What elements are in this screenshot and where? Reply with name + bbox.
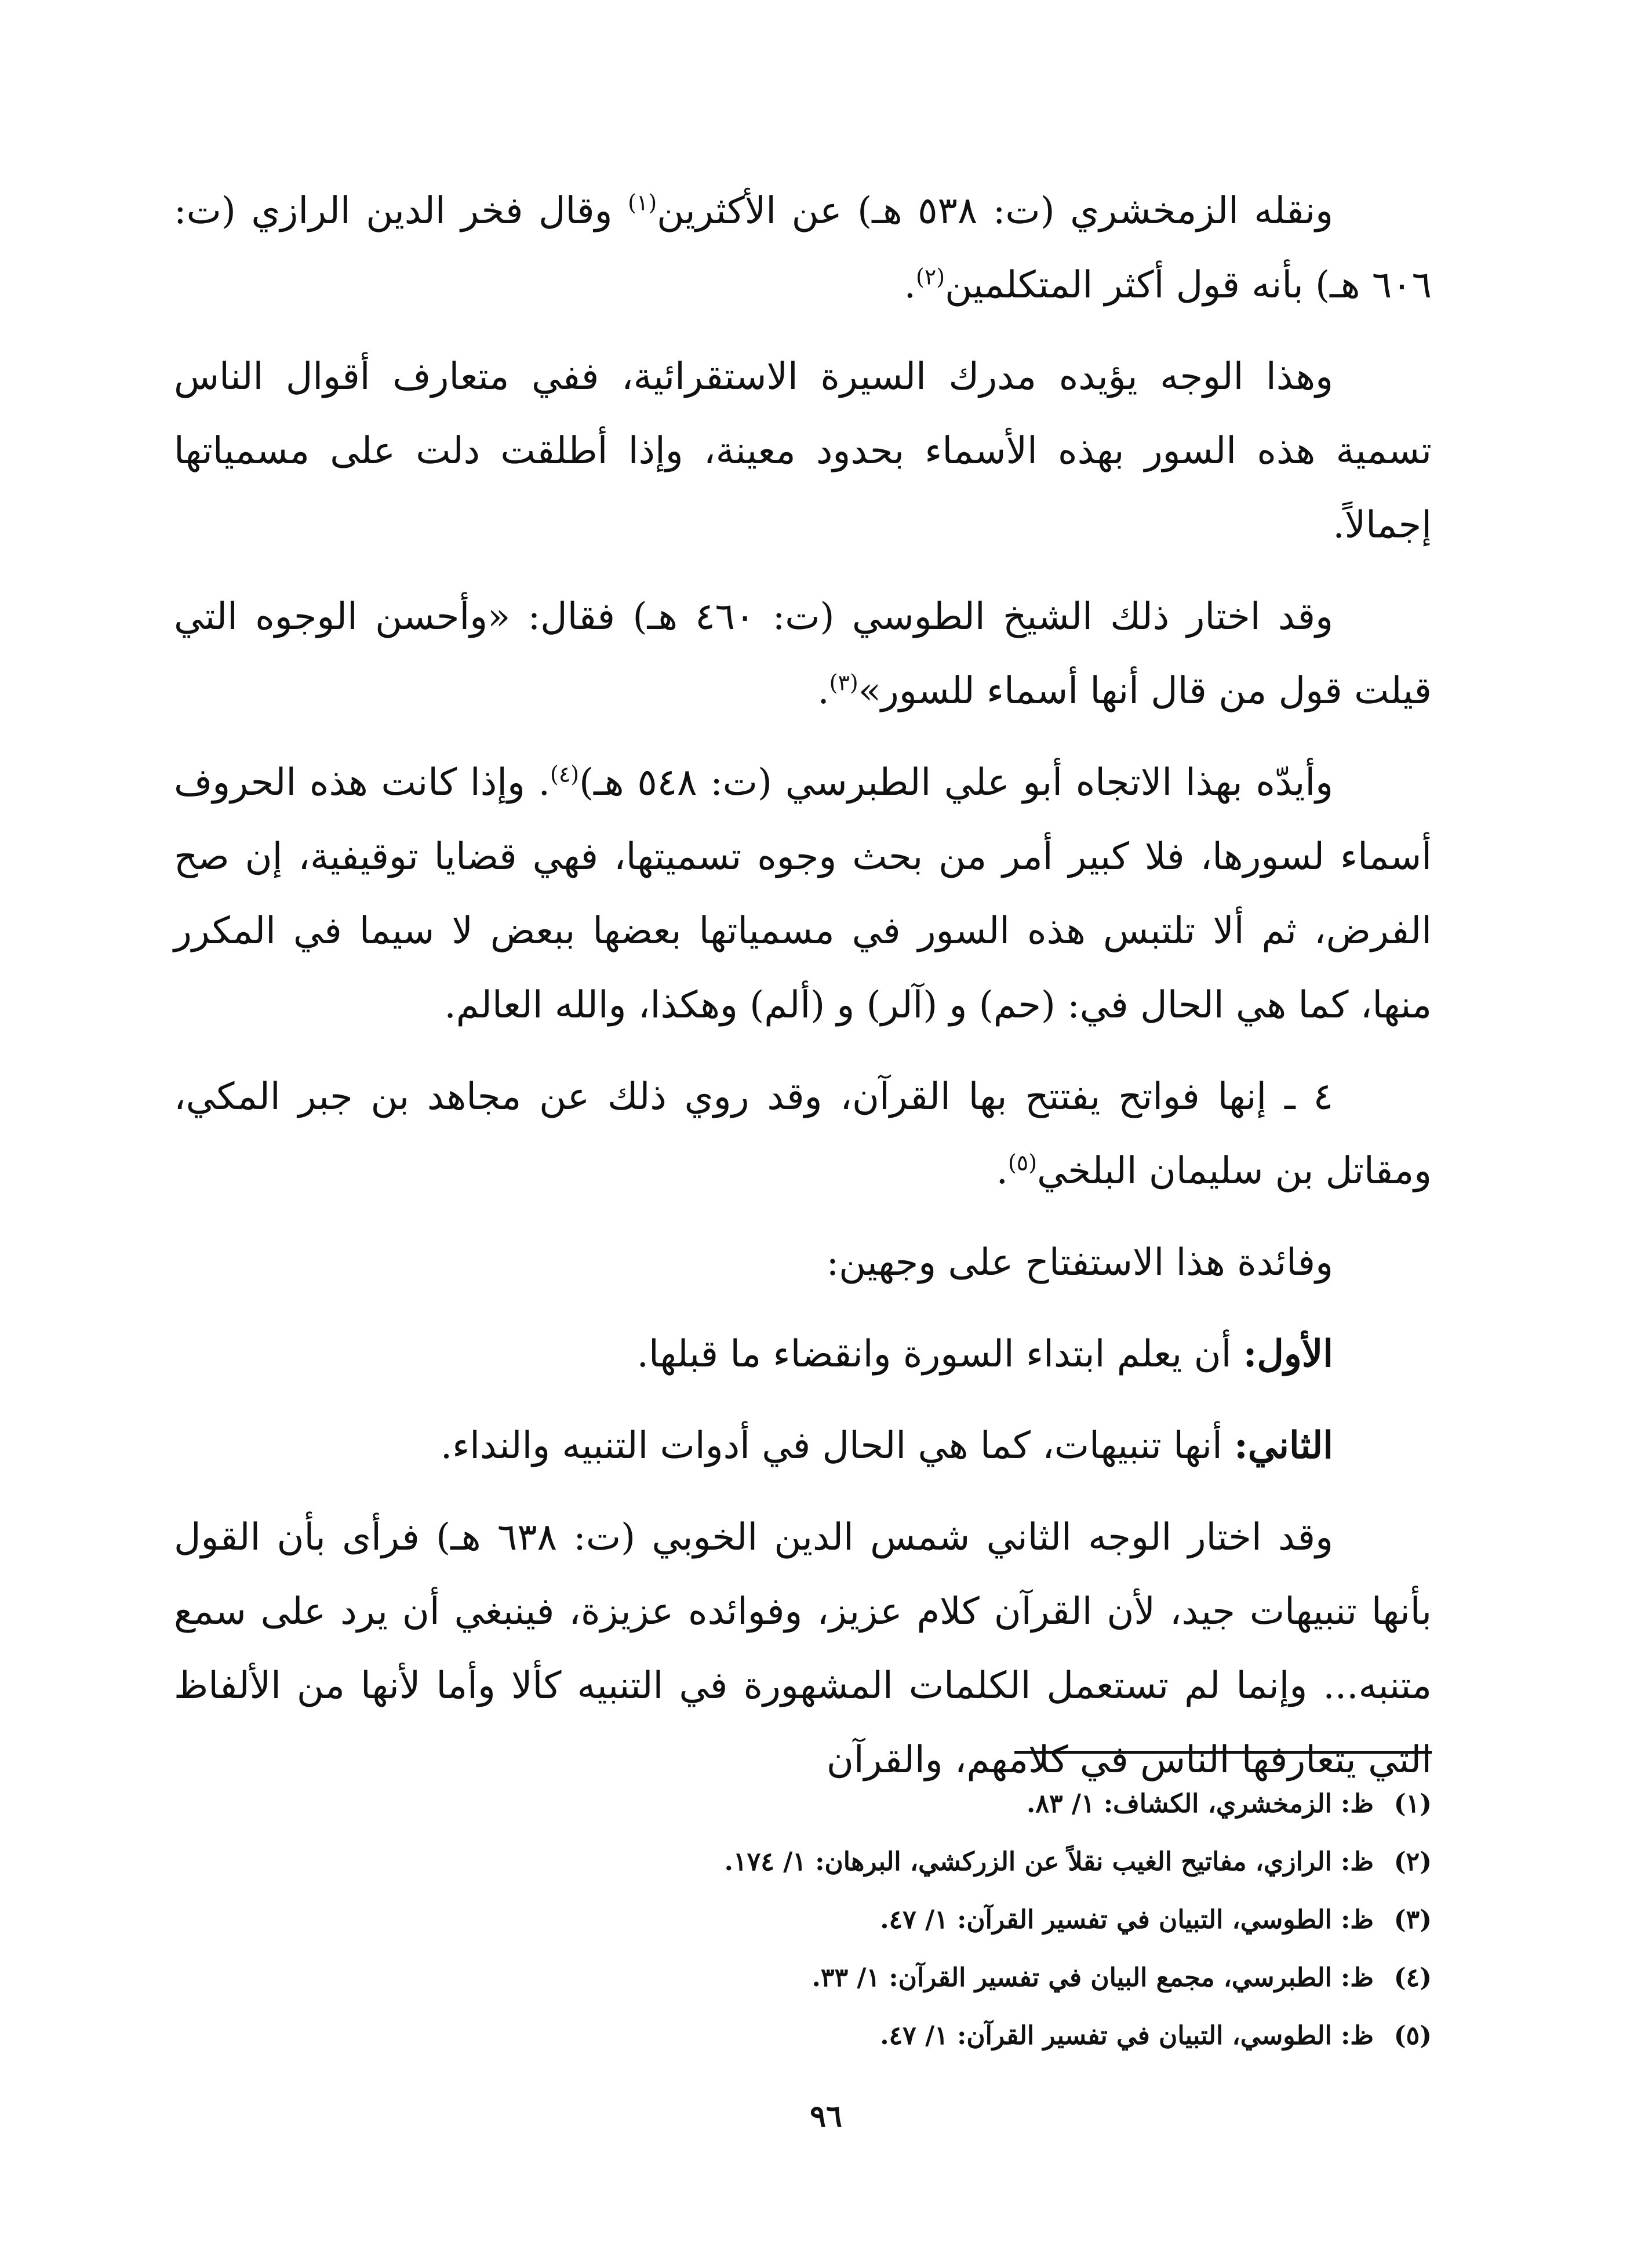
paragraph-text: أنها تنبيهات، كما هي الحال في أدوات التنبيه والنداء.: [440, 1424, 1235, 1467]
paragraph-8: [174, 1409, 1432, 1483]
list-label: الأول:: [1243, 1332, 1333, 1376]
footnote-number: (٣): [1393, 1905, 1432, 1935]
paragraph-text: .: [817, 670, 829, 712]
footnote-5: [174, 2007, 1432, 2065]
paragraph-text: وقال فخر الدين الرازي (ت: ٦٠٦ هـ) بأنه قول أكثر المتكلمين: [174, 190, 1432, 307]
paragraph-3: [174, 580, 1432, 728]
footnote-number: (٢): [1393, 1847, 1432, 1877]
paragraph-text: وأيدّه بهذا الاتجاه أبو علي الطبرسي (ت: ٥٤٨ هـ): [579, 761, 1334, 804]
paragraph-text: وقد اختار ذلك الشيخ الطوسي (ت: ٤٦٠ هـ) فقال: «وأحسن الوجوه التي قيلت قول من قال أنها أسماء للسور»: [174, 595, 1432, 712]
paragraph-text: وقد اختار الوجه الثاني شمس الدين الخوبي (ت: ٦٣٨ هـ) فرأى بأن القول بأنها تنبيهات جيد، لأن القرآن كلام عزيز، وفوائده عزيزة، فينبغي أن يرد على سمع متنبه... وإنما لم تستعمل الكلمات المشهورة في التنبيه كألا وأما لأنها من الألفاظ التي يتعارفها الناس في كلامهم، والقرآن: [174, 1516, 1432, 1782]
footnote-1: [174, 1775, 1432, 1833]
paragraph-7: [174, 1317, 1432, 1391]
footnote-number: (١): [1393, 1789, 1432, 1819]
paragraph-text: .: [904, 264, 916, 307]
paragraph-1: [174, 174, 1432, 322]
paragraph-text: ونقله الزمخشري (ت: ٥٣٨ هـ) عن الأكثرين: [657, 190, 1334, 232]
paragraph-text: وفائدة هذا الاستفتاح على وجهين:: [826, 1241, 1333, 1284]
footnote-number: (٤): [1393, 1963, 1432, 1993]
footnote-text: ظ: الزمخشري، الكشاف: ١/ ٨٣.: [1026, 1789, 1374, 1819]
paragraph-text: . وإذا كانت هذه الحروف أسماء لسورها، فلا كبير أمر من بحث وجوه تسميتها، فهي قضايا توقيفية، إن صح الفرض، ثم ألا تلتبس هذه السور في مسمياتها بعضها ببعض لا سيما في المكرر منها، كما هي الحال في: (حم) و (آلر) و (ألم) وهكذا، والله العالم.: [174, 761, 1432, 1027]
footnote-ref[interactable]: (١): [628, 190, 657, 216]
paragraph-text: .: [996, 1150, 1008, 1193]
footnote-2: [174, 1833, 1432, 1891]
paragraph-6: [174, 1226, 1432, 1300]
paragraph-2: [174, 340, 1432, 562]
footnote-ref[interactable]: (٣): [829, 670, 858, 696]
main-text: [174, 174, 1432, 1815]
footnote-3: [174, 1891, 1432, 1949]
footnote-number: (٥): [1393, 2021, 1432, 2051]
footnote-text: ظ: الطوسي، التبيان في تفسير القرآن: ١/ ٤٧.: [880, 2021, 1374, 2051]
paragraph-5: [174, 1060, 1432, 1208]
paragraph-text: أن يعلم ابتداء السورة وانقضاء ما قبلها.: [636, 1333, 1243, 1376]
paragraph-text: ٤ ـ إنها فواتح يفتتح بها القرآن، وقد روي ذلك عن مجاهد بن جبر المكي، ومقاتل بن سليمان البلخي: [174, 1075, 1432, 1193]
footnote-text: ظ: الطبرسي، مجمع البيان في تفسير القرآن: ١/ ٣٣.: [812, 1963, 1374, 1993]
footnote-ref[interactable]: (٥): [1007, 1150, 1038, 1176]
paragraph-text: وهذا الوجه يؤيده مدرك السيرة الاستقرائية، ففي متعارف أقوال الناس تسمية هذه السور بهذه الأسماء بحدود معينة، وإذا أطلقت دلت على مسمياتها إجمالاً.: [174, 355, 1432, 547]
footnote-ref[interactable]: (٤): [550, 761, 580, 787]
footnote-text: ظ: الطوسي، التبيان في تفسير القرآن: ١/ ٤٧.: [880, 1905, 1374, 1935]
footnote-text: ظ: الرازي، مفاتيح الغيب نقلاً عن الزركشي، البرهان: ١/ ١٧٤.: [724, 1847, 1374, 1877]
paragraph-4: [174, 746, 1432, 1042]
page-number: ٩٦: [810, 2099, 842, 2134]
list-label: الثاني:: [1234, 1424, 1333, 1467]
footnotes: [174, 1775, 1432, 2065]
footnote-ref[interactable]: (٢): [915, 264, 945, 290]
footnote-4: [174, 1949, 1432, 2007]
footnote-divider: [1014, 1751, 1432, 1754]
